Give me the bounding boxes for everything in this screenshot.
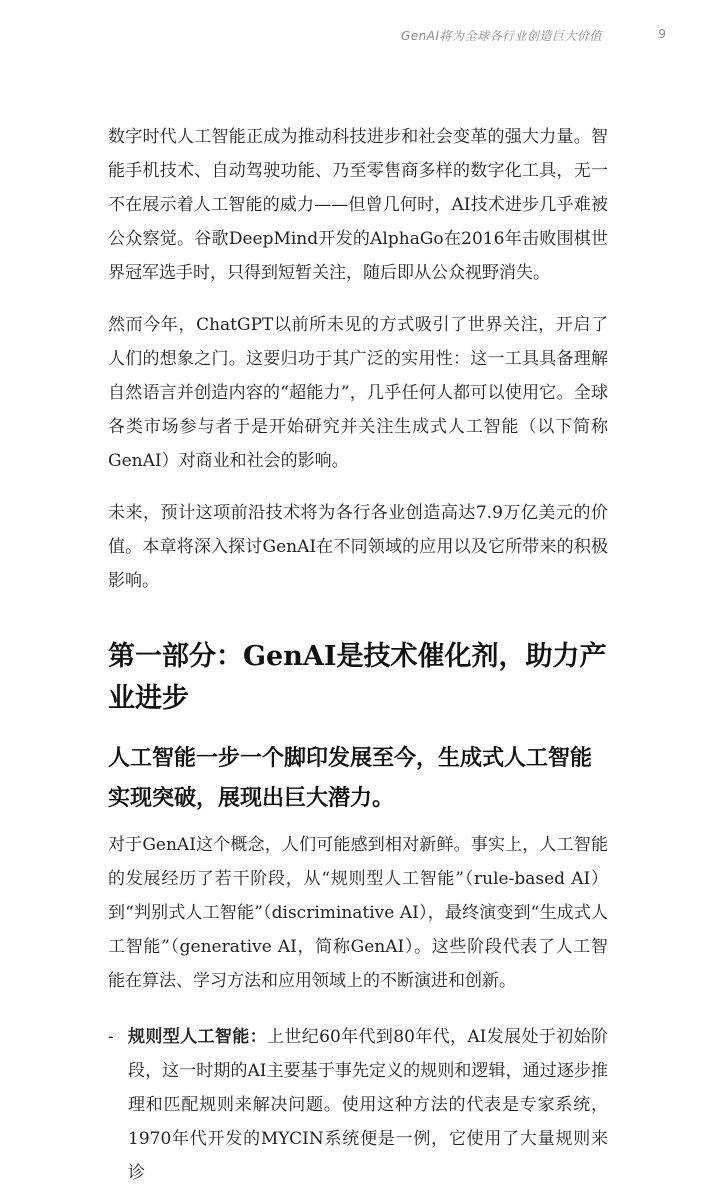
intro-paragraph-1: 数字时代人工智能正成为推动科技进步和社会变革的强大力量。智能手机技术、自动驾驶功能、乃至零售商多样的数字化工具，无一不在展示着人工智能的威力——但曾几何时，AI技术进步几乎难被公众察觉。谷歌DeepMind开发的AlphaGo在2016年击败围棋世界冠军选手时，只得到短暂关注，随后即从公众视野消失。 [108,127,608,283]
list-dash: - [108,1027,114,1047]
section-paragraph-1: 对于GenAI这个概念，人们可能感到相对新鲜。事实上，人工智能的发展经历了若干阶段，从“规则型人工智能”（rule-based AI）到“判别式人工智能”（discriminative AI），最终演变到“生成式人工智能”（generative AI，简称GenAI）。这些阶段代表了人工智能在算法、学习方法和应用领域上的不断演进和创新。 [108,835,608,991]
page-number: 9 [658,27,666,41]
intro-paragraph-2: 然而今年，ChatGPT以前所未见的方式吸引了世界关注，开启了人们的想象之门。这要归功于其广泛的实用性：这一工具具备理解自然语言并创造内容的“超能力”，几乎任何人都可以使用它。全球各类市场参与者于是开始研究并关注生成式人工智能（以下简称GenAI）对商业和社会的影响。 [108,315,608,471]
list-item-text: 上世纪60年代到80年代，AI发展处于初始阶段，这一时期的AI主要基于事先定义的规则和逻辑，通过逐步推理和匹配规则来解决问题。使用这种方法的代表是专家系统，1970年代开发的MYCIN系统便是一例，它使用了大量规则来诊 [128,1027,608,1183]
page-body [108,120,608,1190]
running-header-title: GenAI将为全球各行业创造巨大价值 [400,29,602,43]
list-item [108,1020,608,1190]
intro-paragraph-3: 未来，预计这项前沿技术将为各行各业创造高达7.9万亿美元的价值。本章将深入探讨GenAI在不同领域的应用以及它所带来的积极影响。 [108,503,608,591]
section-subtitle: 人工智能一步一个脚印发展至今，生成式人工智能实现突破，展现出巨大潜力。 [108,745,593,811]
section-title: 第一部分：GenAI是技术催化剂，助力产业进步 [108,641,607,714]
list-item-term: 规则型人工智能： [128,1027,267,1047]
ai-stage-list [108,1020,608,1190]
